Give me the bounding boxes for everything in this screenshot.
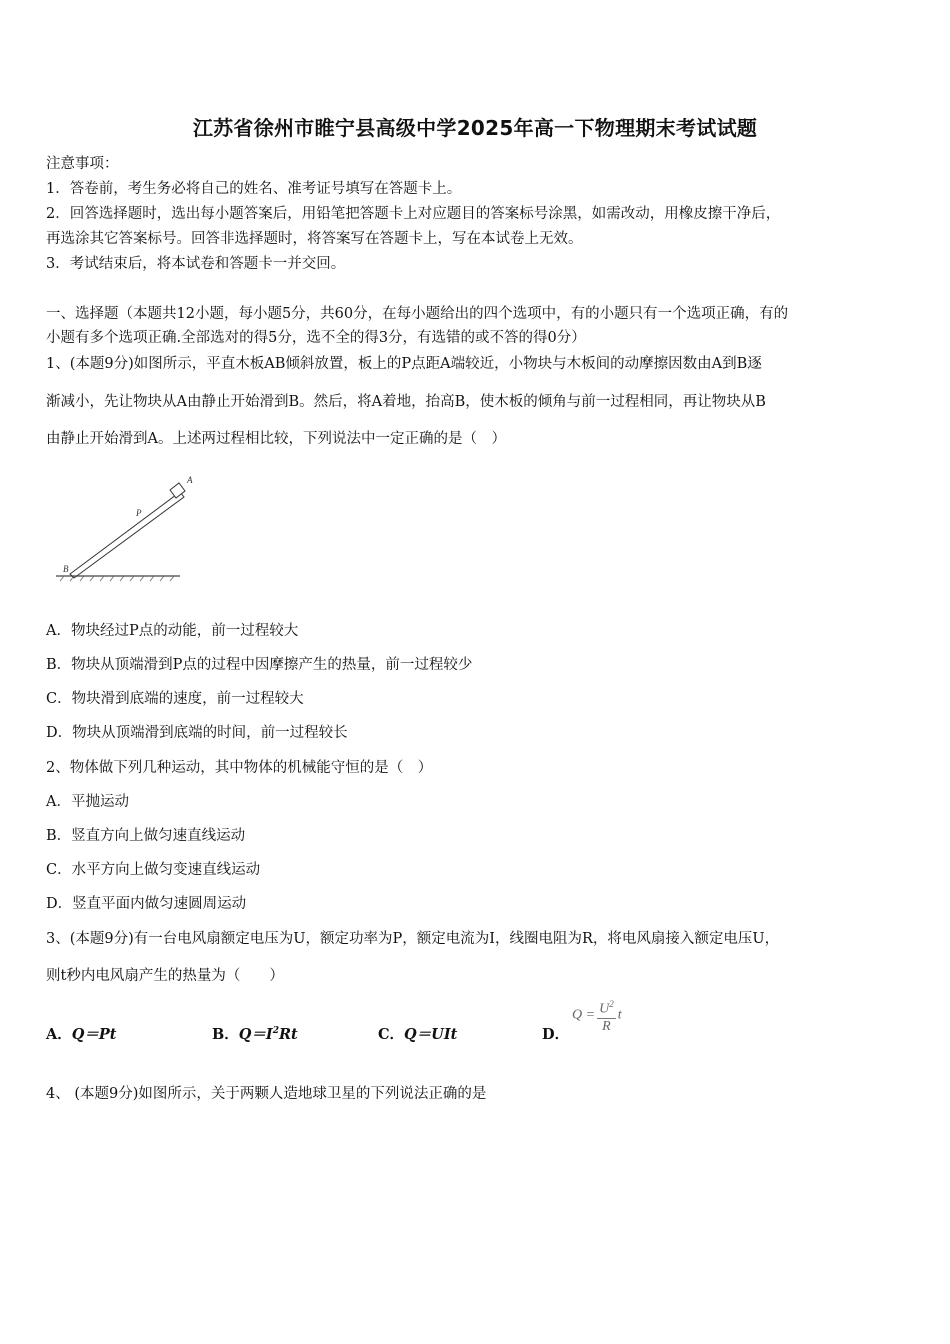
board (70, 492, 184, 578)
q3-option-c: C．Q＝UIt (378, 1026, 458, 1043)
inclined-board-figure (56, 474, 193, 584)
q2-option-c: C．水平方向上做匀变速直线运动 (46, 862, 261, 878)
label-p: P (136, 508, 142, 518)
q1-option-c: C．物块滑到底端的速度，前一过程较大 (46, 691, 304, 707)
q3-option-d: D． (542, 1026, 570, 1043)
notice-item: 2．回答选择题时，选出每小题答案后，用铅笔把答题卡上对应题目的答案标号涂黑，如需改动，用橡皮擦干净后， (46, 206, 781, 222)
q4-stem: 4、 (本题9分)如图所示，关于两颗人造地球卫星的下列说法正确的是 (46, 1086, 487, 1102)
q3-stem-cont: 则t秒内电风扇产生的热量为（ ） (46, 968, 284, 984)
section-heading: 一、选择题（本题共12小题，每小题5分，共60分，在每小题给出的四个选项中，有的小题只有一个选项正确，有的 (46, 306, 789, 322)
ground-hatching (60, 576, 174, 581)
q1-option-a: A．物块经过P点的动能，前一过程较大 (46, 623, 299, 639)
label-a: A (187, 475, 193, 485)
q1-option-b: B．物块从顶端滑到P点的过程中因摩擦产生的热量，前一过程较少 (46, 657, 473, 673)
section-heading-cont: 小题有多个选项正确.全部选对的得5分，选不全的得3分，有选错的或不答的得0分） (46, 330, 586, 346)
q2-option-d: D．竖直平面内做匀速圆周运动 (46, 896, 247, 912)
q1-stem-cont: 渐减小，先让物块从A由静止开始滑到B。然后，将A着地，抬高B，使木板的倾角与前一过程相同，再让物块从B (46, 394, 766, 410)
q3-option-d-formula: Q = $\frac{U^2}{R}$ t (572, 996, 622, 1035)
q3-option-a: A．Q＝Pt (46, 1026, 117, 1043)
q2-option-a: A．平抛运动 (46, 794, 129, 810)
q3-stem: 3、(本题9分)有一台电风扇额定电压为U，额定功率为P，额定电流为I，线圈电阻为R，将电风扇接入额定电压U， (46, 931, 780, 947)
page-title: 江苏省徐州市睢宁县高级中学2025年高一下物理期末考试试题 (192, 116, 758, 140)
q2-stem: 2、物体做下列几种运动，其中物体的机械能守恒的是（ ） (46, 760, 433, 776)
q1-stem: 1、(本题9分)如图所示，平直木板AB倾斜放置，板上的P点距A端较近，小物块与木板间的动摩擦因数由A到B逐 (46, 356, 762, 372)
q1-stem-cont: 由静止开始滑到A。上述两过程相比较，下列说法中一定正确的是（ ） (46, 431, 506, 447)
notice-item: 1．答卷前，考生务必将自己的姓名、准考证号填写在答题卡上。 (46, 181, 462, 197)
notice-heading: 注意事项： (46, 156, 119, 172)
q1-option-d: D．物块从顶端滑到底端的时间，前一过程较长 (46, 725, 348, 741)
q2-option-b: B．竖直方向上做匀速直线运动 (46, 828, 246, 844)
label-b: B (63, 564, 69, 574)
notice-item: 3．考试结束后，将本试卷和答题卡一并交回。 (46, 256, 346, 272)
notice-item: 再选涂其它答案标号。回答非选择题时，将答案写在答题卡上，写在本试卷上无效。 (46, 231, 583, 247)
q3-option-b: B．$Q=I^2Rt$ (212, 1026, 298, 1043)
